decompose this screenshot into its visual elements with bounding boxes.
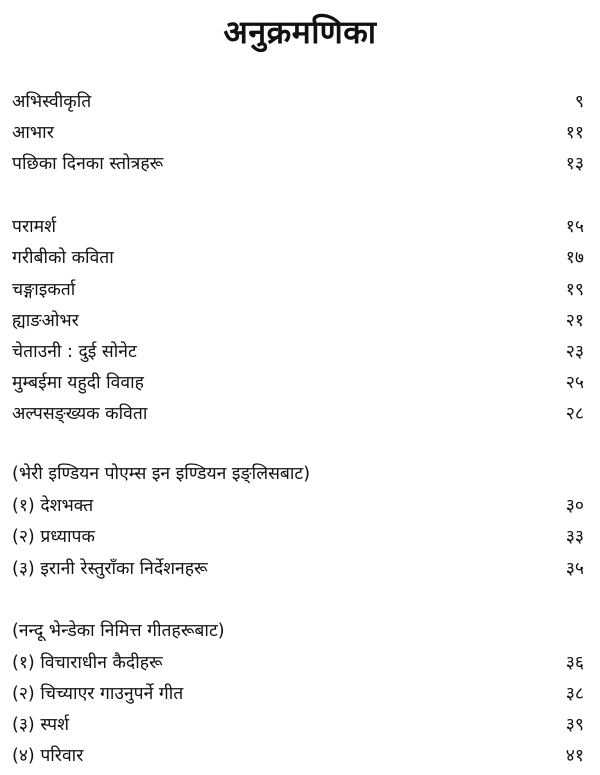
toc-entry-title: अल्पसङ्ख्यक कविता xyxy=(12,404,148,424)
section-heading: (भेरी इण्डियन पोएम्स इन इण्डियन इङ्लिसबाट) xyxy=(12,464,311,484)
toc-entry-page: १९ xyxy=(565,280,584,300)
toc-entry xyxy=(12,307,584,335)
toc-entry-title: चेताउनी : दुई सोनेट xyxy=(12,342,137,362)
toc-entry xyxy=(12,119,584,147)
toc-entry-page: ३० xyxy=(565,496,584,516)
toc-entry-title: (१) विचाराधीन कैदीहरू xyxy=(12,653,163,673)
toc-entry xyxy=(12,492,584,520)
toc-entry xyxy=(12,649,584,677)
toc-entry-title: (१) देशभक्त xyxy=(12,496,94,516)
toc-entry-title: आभार xyxy=(12,123,54,143)
toc-entry xyxy=(12,338,584,366)
toc-entry-page: ३३ xyxy=(565,527,584,547)
toc-entry-page: ४१ xyxy=(565,746,584,766)
toc-entry xyxy=(12,244,584,272)
toc-entry-page: २३ xyxy=(565,342,584,362)
toc-entry-title: चङ्गाइकर्ता xyxy=(12,280,76,300)
toc-entry-title: गरीबीको कविता xyxy=(12,248,114,268)
toc-entry-page: ३९ xyxy=(565,715,584,735)
toc-entry-page: १७ xyxy=(565,248,584,268)
toc-entry-title: अभिस्वीकृति xyxy=(12,92,92,112)
toc-entry-title: (४) परिवार xyxy=(12,746,84,766)
toc-entry-page: ३८ xyxy=(565,684,584,704)
toc-entry-page: २१ xyxy=(565,311,584,331)
toc-entry xyxy=(12,88,584,116)
toc-entry-title: (३) इरानी रेस्तुराँका निर्देशनहरू xyxy=(12,559,208,579)
toc-entry-page: १५ xyxy=(565,217,584,237)
toc-entry xyxy=(12,555,584,583)
toc-entry-page: ९ xyxy=(574,92,584,112)
page-title: अनुक्रमणिका xyxy=(223,13,377,51)
toc-entry xyxy=(12,742,584,770)
toc-entry-title: परामर्श xyxy=(12,217,56,237)
toc-entry-title: पछिका दिनका स्तोत्रहरू xyxy=(12,154,164,174)
toc-entry xyxy=(12,369,584,397)
toc-entry xyxy=(12,523,584,551)
toc-entry-page: २५ xyxy=(565,373,584,393)
toc-entry xyxy=(12,213,584,241)
toc-entry-title: (२) चिच्याएर गाउनुपर्ने गीत xyxy=(12,684,184,704)
toc-entry-title: (३) स्पर्श xyxy=(12,715,69,735)
toc-entry xyxy=(12,276,584,304)
toc-entry-page: ३६ xyxy=(565,653,584,673)
toc-entry-page: २८ xyxy=(565,404,584,424)
toc-entry xyxy=(12,680,584,708)
section-heading: (नन्दू भेन्डेका निमित्त गीतहरूबाट) xyxy=(12,621,225,641)
toc-entry-page: १३ xyxy=(565,154,584,174)
toc-entry xyxy=(12,400,584,428)
toc-entry-page: ३५ xyxy=(565,559,584,579)
toc-entry xyxy=(12,150,584,178)
toc-entry-title: ह्याङओभर xyxy=(12,311,79,331)
toc-entry-title: (२) प्रध्यापक xyxy=(12,527,95,547)
toc-entry-page: ११ xyxy=(565,123,584,143)
toc-entry xyxy=(12,711,584,739)
toc-entry-title: मुम्बईमा यहुदी विवाह xyxy=(12,373,144,393)
